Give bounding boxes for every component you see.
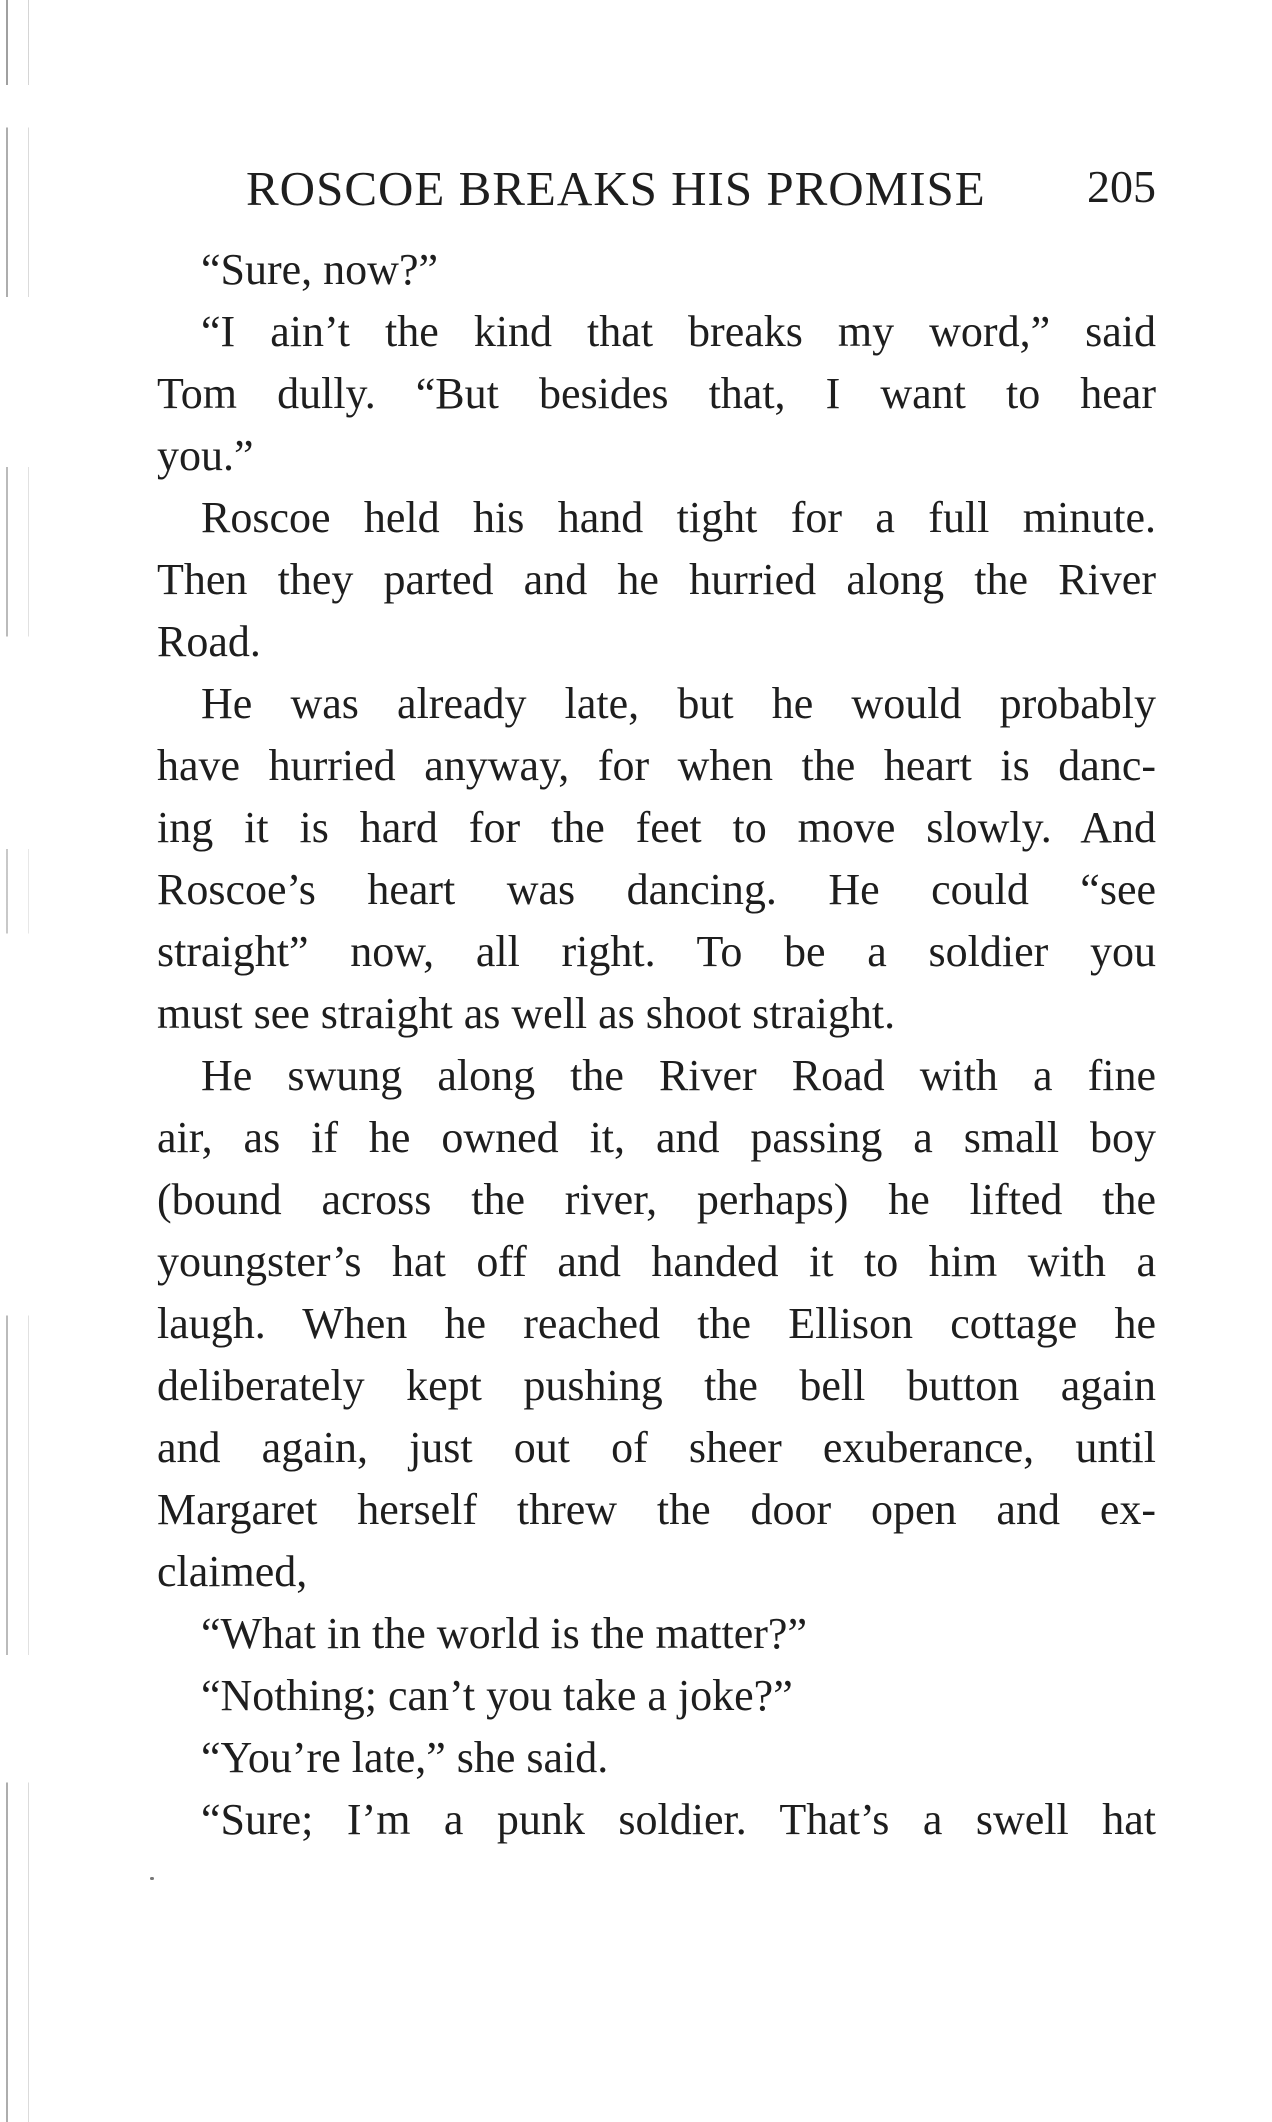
text-line: Margaret herself threw the door open and ex-	[157, 1485, 1156, 1534]
text-line: (bound across the river, perhaps) he lifted the	[157, 1175, 1156, 1224]
text-line: Road.	[157, 617, 261, 666]
text-line: Tom dully. “But besides that, I want to hear	[157, 369, 1156, 418]
ink-speck	[150, 1877, 154, 1880]
text-line: “You’re late,” she said.	[201, 1733, 609, 1782]
text-line: air, as if he owned it, and passing a small boy	[157, 1113, 1156, 1162]
text-line: deliberately kept pushing the bell button again	[157, 1361, 1156, 1410]
text-line: claimed,	[157, 1547, 308, 1596]
text-line: straight” now, all right. To be a soldier you	[157, 927, 1156, 976]
text-line: laugh. When he reached the Ellison cottage he	[157, 1299, 1156, 1348]
text-line: Then they parted and he hurried along the River	[157, 555, 1156, 604]
text-line: Roscoe’s heart was dancing. He could “see	[157, 865, 1156, 914]
text-line: He swung along the River Road with a fine	[201, 1051, 1156, 1100]
text-line: must see straight as well as shoot straight.	[157, 989, 896, 1038]
text-line: and again, just out of sheer exuberance, until	[157, 1423, 1156, 1472]
text-line: “What in the world is the matter?”	[201, 1609, 807, 1658]
text-line: you.”	[157, 431, 254, 480]
text-line: ing it is hard for the feet to move slowly. And	[157, 803, 1156, 852]
text-line: “I ain’t the kind that breaks my word,” said	[201, 307, 1156, 356]
running-title: ROSCOE BREAKS HIS PROMISE	[246, 161, 986, 216]
page-header	[246, 160, 1156, 220]
binding-shadow	[28, 0, 29, 2122]
text-line: Roscoe held his hand tight for a full minute.	[201, 493, 1156, 542]
text-line: have hurried anyway, for when the heart is danc-	[157, 741, 1156, 790]
text-line: “Nothing; can’t you take a joke?”	[201, 1671, 793, 1720]
text-line: He was already late, but he would probably	[201, 679, 1156, 728]
page-number: 205	[1087, 161, 1156, 212]
text-line: “Sure; I’m a punk soldier. That’s a swell hat	[201, 1795, 1156, 1844]
binding-edge	[6, 0, 8, 2122]
text-line: youngster’s hat off and handed it to him with a	[157, 1237, 1156, 1286]
text-line: “Sure, now?”	[201, 245, 439, 294]
